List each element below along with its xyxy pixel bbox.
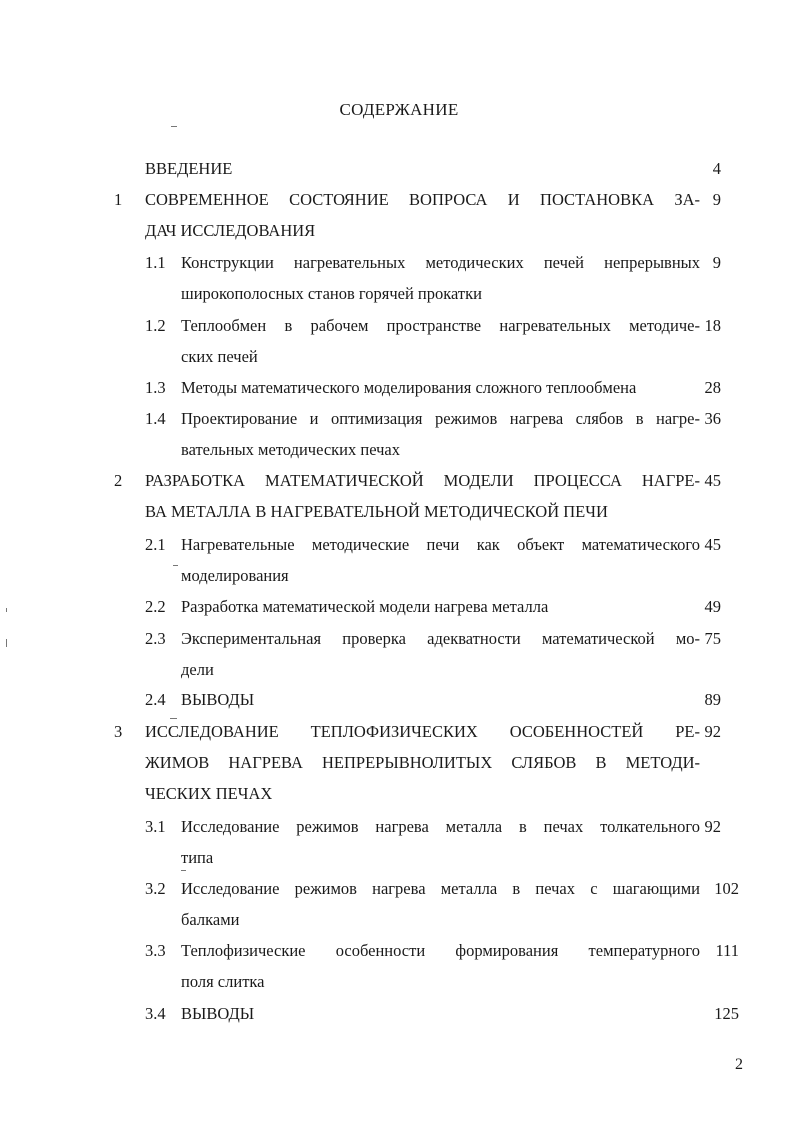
toc-entry-title-line: ИССЛЕДОВАНИЕ ТЕПЛОФИЗИЧЕСКИХ ОСОБЕННОСТЕЙ РЕ-: [145, 722, 700, 741]
toc-entry-number: 3.1: [145, 817, 166, 836]
toc-entry-number: 2.2: [145, 597, 166, 616]
toc-entry-number: 1: [114, 190, 123, 209]
toc-entry-page: 36: [704, 409, 721, 428]
toc-entry-number: 1.3: [145, 378, 166, 397]
toc-entry-title-line: Теплообмен в рабочем пространстве нагревательных методиче-: [181, 316, 700, 335]
toc-entry-page: 102: [714, 879, 739, 898]
toc-entry-page: 92: [704, 722, 721, 741]
toc-entry-title-line: вательных методических печах: [181, 440, 401, 459]
page-number: 2: [735, 1056, 743, 1073]
toc-entry-page: 45: [704, 471, 721, 490]
toc-entry-page: 89: [704, 690, 721, 709]
toc-entry-title-line: дели: [181, 660, 214, 679]
scan-speck: [171, 126, 177, 127]
toc-entry-title-line: ВА МЕТАЛЛА В НАГРЕВАТЕЛЬНОЙ МЕТОДИЧЕСКОЙ ПЕЧИ: [145, 502, 608, 521]
toc-entry-title-line: балками: [181, 910, 240, 929]
toc-entry-title-line: ВЫВОДЫ: [181, 690, 255, 709]
toc-entry-title-line: типа: [181, 848, 214, 867]
toc-entry-title-line: Проектирование и оптимизация режимов нагрева слябов в нагре-: [181, 409, 700, 428]
toc-entry-page: 9: [712, 190, 721, 209]
toc-entry-title-line: Теплофизические особенности формирования температурного: [181, 941, 700, 960]
toc-entry-page: 49: [704, 597, 721, 616]
toc-entry-number: 2.3: [145, 629, 166, 648]
toc-entry-page: 9: [712, 253, 721, 272]
scan-speck: [6, 608, 7, 612]
scan-speck: [173, 565, 178, 566]
toc-entry-page: 125: [714, 1004, 739, 1023]
toc-entry-page: 92: [704, 817, 721, 836]
toc-entry-number: 1.4: [145, 409, 166, 428]
toc-entry-title-line: Методы математического моделирования сложного теплообмена: [181, 378, 637, 397]
toc-entry-number: 3.2: [145, 879, 166, 898]
toc-entry-title-line: Экспериментальная проверка адекватности математической мо-: [181, 629, 700, 648]
toc-entry-title-line: ВВЕДЕНИЕ: [145, 159, 233, 178]
toc-entry-title-line: поля слитка: [181, 972, 265, 991]
toc-entry-title-line: ЧЕСКИХ ПЕЧАХ: [145, 784, 273, 803]
toc-entry-title-line: РАЗРАБОТКА МАТЕМАТИЧЕСКОЙ МОДЕЛИ ПРОЦЕССА НАГРЕ-: [145, 471, 700, 490]
toc-entry-title-line: Исследование режимов нагрева металла в печах с шагающими: [181, 879, 700, 898]
toc-entry-title-line: Конструкции нагревательных методических печей непрерывных: [181, 253, 700, 272]
toc-entry-title-line: ских печей: [181, 347, 258, 366]
toc-entry-number: 2.1: [145, 535, 166, 554]
toc-entry-page: 45: [704, 535, 721, 554]
toc-entry-number: 3.3: [145, 941, 166, 960]
toc-entry-title-line: ЖИМОВ НАГРЕВА НЕПРЕРЫВНОЛИТЫХ СЛЯБОВ В МЕТОДИ-: [145, 753, 700, 772]
toc-entry-title-line: ВЫВОДЫ: [181, 1004, 255, 1023]
toc-entry-number: 2.4: [145, 690, 166, 709]
toc-entry-page: 75: [704, 629, 721, 648]
toc-entry-title-line: ДАЧ ИССЛЕДОВАНИЯ: [145, 221, 316, 240]
toc-entry-number: 1.1: [145, 253, 166, 272]
toc-entry-page: 4: [712, 159, 721, 178]
scan-speck: [170, 718, 177, 719]
page-title: СОДЕРЖАНИЕ: [339, 100, 459, 119]
toc-entry-page: 28: [704, 378, 721, 397]
toc-entry-title-line: Исследование режимов нагрева металла в печах толкательного: [181, 817, 700, 836]
scan-speck: [181, 870, 186, 871]
toc-entry-number: 2: [114, 471, 123, 490]
toc-entry-title-line: моделирования: [181, 566, 289, 585]
toc-entry-title-line: Разработка математической модели нагрева металла: [181, 597, 549, 616]
scan-speck: [6, 639, 7, 647]
toc-entry-page: 111: [715, 941, 739, 960]
toc-entry-page: 18: [704, 316, 721, 335]
toc-entry-number: 1.2: [145, 316, 166, 335]
toc-entry-number: 3.4: [145, 1004, 166, 1023]
toc-entry-title-line: Нагревательные методические печи как объект математического: [181, 535, 700, 554]
toc-entry-title-line: СОВРЕМЕННОЕ СОСТОЯНИЕ ВОПРОСА И ПОСТАНОВКА ЗА-: [145, 190, 700, 209]
toc-entry-title-line: широкополосных станов горячей прокатки: [181, 284, 482, 303]
toc-entry-number: 3: [114, 722, 123, 741]
